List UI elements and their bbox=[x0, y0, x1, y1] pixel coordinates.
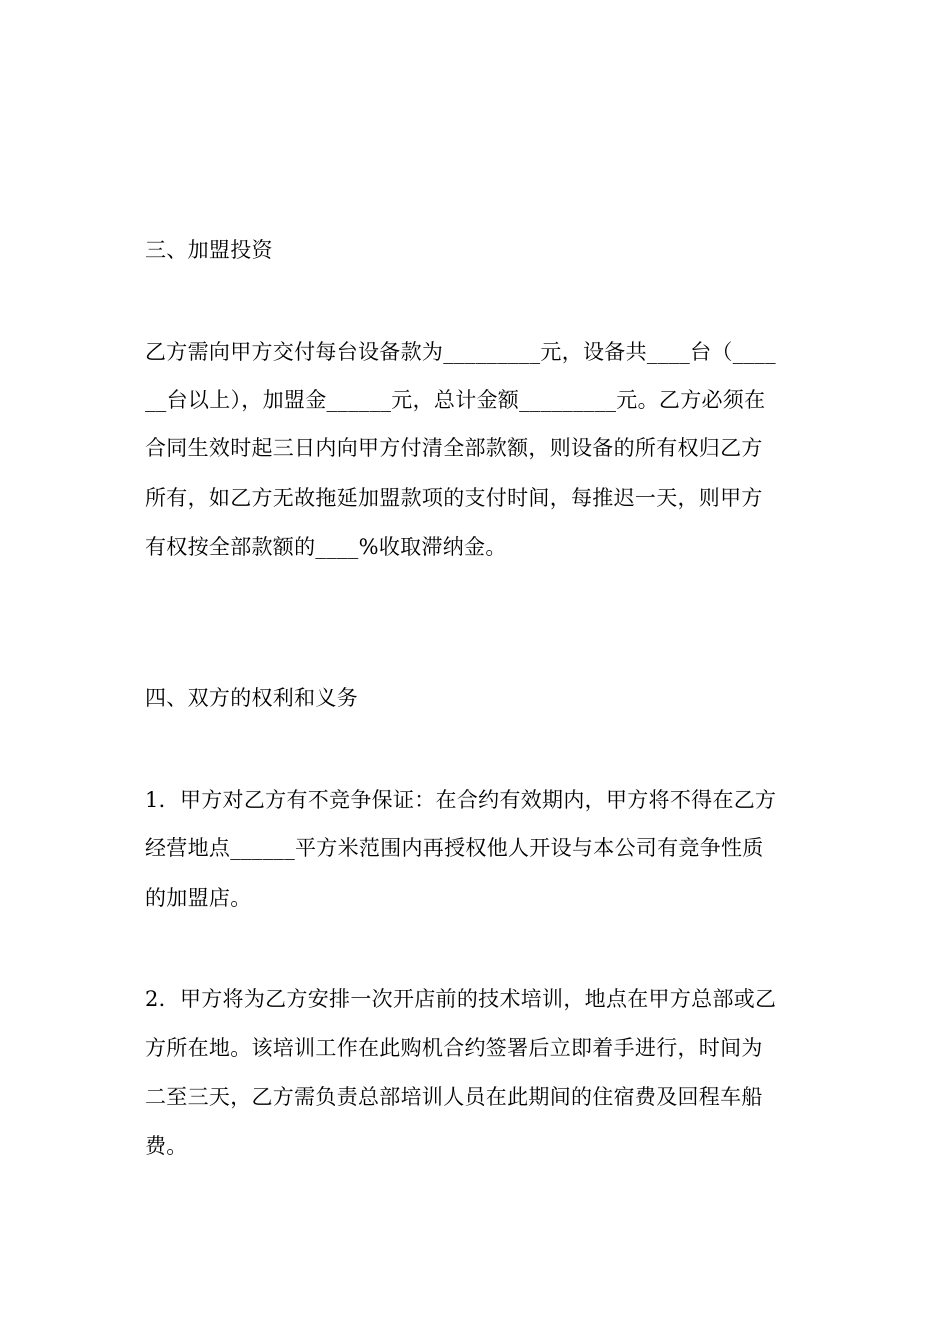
section-3-heading: 三、加盟投资 bbox=[145, 238, 273, 262]
section-3-paragraph-line-1: 乙方需向甲方交付每台设备款为_________元，设备共____台（____ bbox=[145, 340, 776, 364]
section-4-heading: 四、双方的权利和义务 bbox=[145, 686, 358, 710]
item-2-line-3: 二至三天，乙方需负责总部培训人员在此期间的住宿费及回程车船 bbox=[145, 1085, 763, 1109]
section-3-paragraph-line-2: __台以上），加盟金______元，总计金额_________元。乙方必须在 bbox=[145, 388, 766, 412]
item-2-line-1: 2．甲方将为乙方安排一次开店前的技术培训，地点在甲方总部或乙 bbox=[145, 987, 777, 1011]
section-3-paragraph-line-5: 有权按全部款额的____%收取滞纳金。 bbox=[145, 535, 507, 559]
item-1-line-3: 的加盟店。 bbox=[145, 886, 252, 910]
item-2-line-2: 方所在地。该培训工作在此购机合约签署后立即着手进行，时间为 bbox=[145, 1036, 763, 1060]
item-1-line-2: 经营地点______平方米范围内再授权他人开设与本公司有竞争性质 bbox=[145, 836, 764, 860]
item-2-line-4: 费。 bbox=[145, 1134, 188, 1158]
item-1-line-1: 1．甲方对乙方有不竞争保证：在合约有效期内，甲方将不得在乙方 bbox=[145, 788, 777, 812]
section-3-paragraph-line-4: 所有，如乙方无故拖延加盟款项的支付时间，每推迟一天，则甲方 bbox=[145, 486, 763, 510]
section-3-paragraph-line-3: 合同生效时起三日内向甲方付清全部款额，则设备的所有权归乙方 bbox=[145, 436, 763, 460]
